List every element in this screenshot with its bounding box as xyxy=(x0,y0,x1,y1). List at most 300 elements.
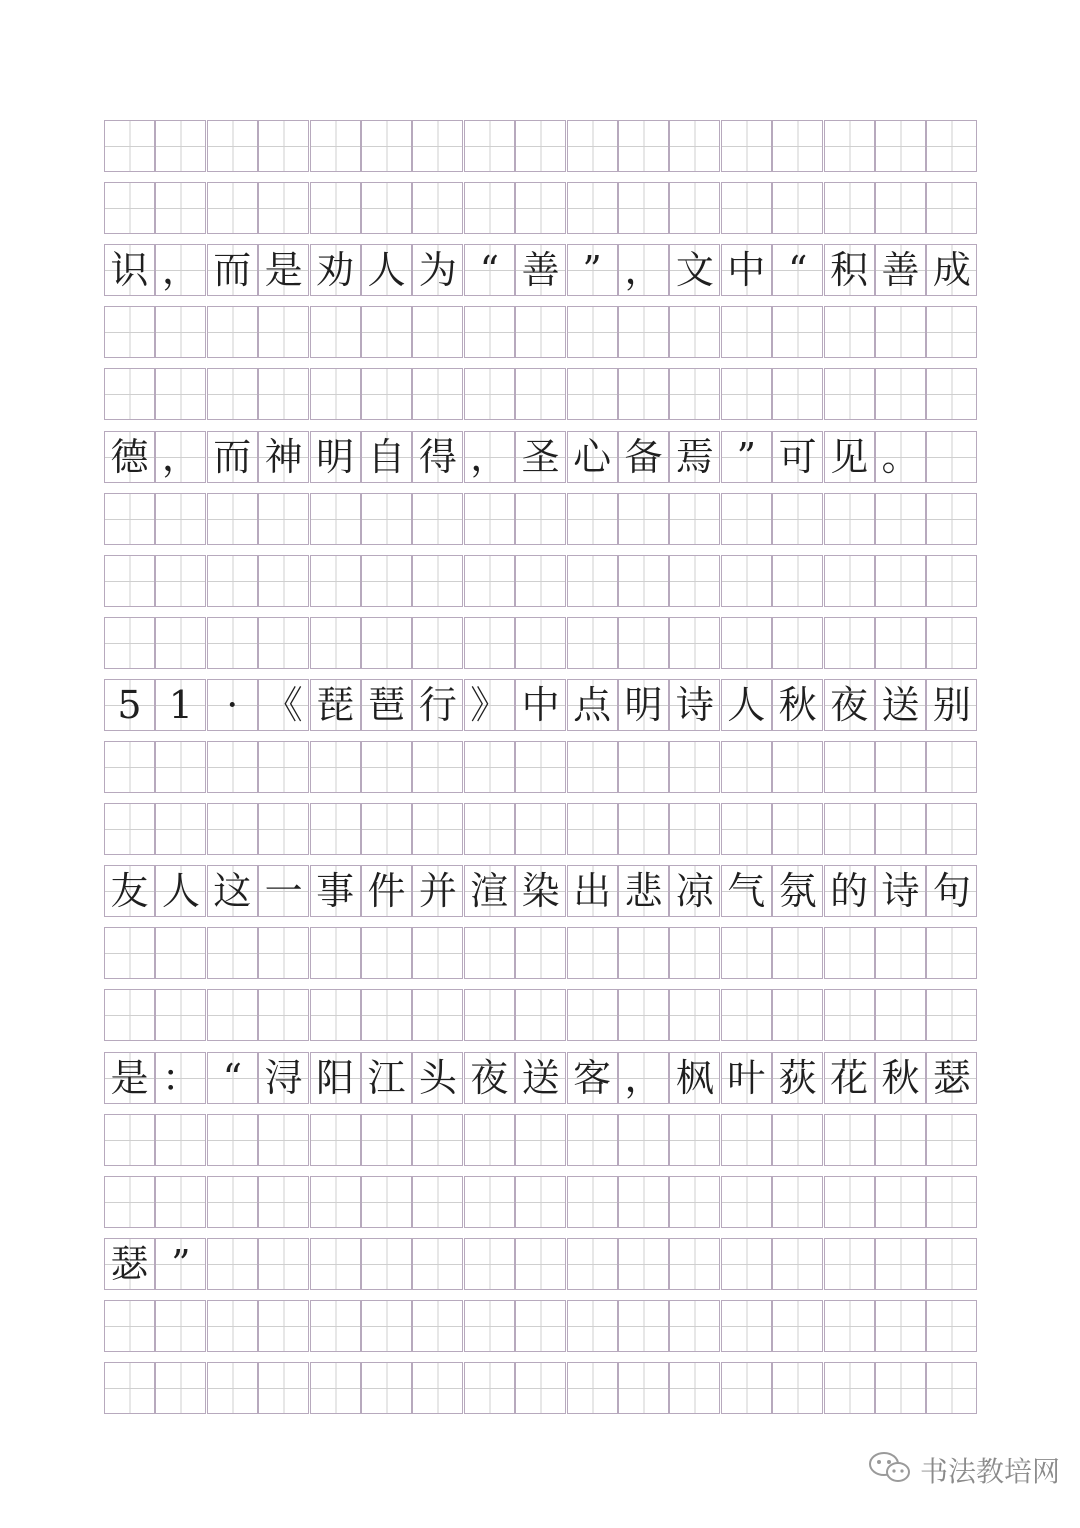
grid-char xyxy=(722,618,771,668)
grid-char xyxy=(156,307,205,357)
grid-cell xyxy=(258,989,309,1041)
grid-char xyxy=(105,1177,154,1227)
grid-char xyxy=(876,494,925,544)
grid-char: 1 xyxy=(168,682,193,727)
grid-cell xyxy=(104,617,155,669)
grid-char xyxy=(876,618,925,668)
grid-cell xyxy=(824,1114,875,1166)
grid-char xyxy=(362,1177,411,1227)
grid-char xyxy=(362,1239,411,1289)
grid-cell xyxy=(824,741,875,793)
grid-char xyxy=(516,121,565,171)
grid-cell xyxy=(567,493,618,545)
grid-cell xyxy=(721,120,772,172)
grid-cell xyxy=(412,244,463,296)
grid-char xyxy=(311,928,360,978)
grid-char xyxy=(619,121,668,171)
grid-cell xyxy=(926,741,977,793)
grid-cell xyxy=(310,617,361,669)
grid-cell xyxy=(361,1362,412,1414)
grid-char: 神 xyxy=(264,434,303,479)
grid-cell xyxy=(875,1114,926,1166)
grid-char: 这 xyxy=(213,869,252,914)
grid-char xyxy=(927,804,976,854)
grid-cell xyxy=(361,679,412,731)
grid-char xyxy=(670,369,719,419)
grid-cell xyxy=(464,803,515,855)
grid-char xyxy=(156,990,205,1040)
grid-char xyxy=(722,1239,771,1289)
grid-char xyxy=(670,1239,719,1289)
grid-char xyxy=(722,1363,771,1413)
grid-cell xyxy=(412,120,463,172)
grid-cell xyxy=(721,1238,772,1290)
grid-char xyxy=(927,1115,976,1165)
grid-cell xyxy=(412,927,463,979)
grid-cell xyxy=(772,1238,823,1290)
grid-char xyxy=(156,804,205,854)
grid-char xyxy=(927,494,976,544)
grid-char xyxy=(876,369,925,419)
grid-cell xyxy=(464,493,515,545)
grid-char xyxy=(927,1301,976,1351)
grid-char xyxy=(516,742,565,792)
grid-cell xyxy=(515,431,566,483)
grid-row xyxy=(104,244,977,296)
grid-cell xyxy=(412,1052,463,1104)
grid-cell xyxy=(567,244,618,296)
grid-char: ” xyxy=(736,434,757,479)
grid-row xyxy=(104,1362,977,1414)
grid-char xyxy=(670,742,719,792)
grid-char: 诗 xyxy=(881,869,920,914)
grid-char xyxy=(927,432,976,482)
grid-cell xyxy=(104,431,155,483)
grid-cell xyxy=(515,182,566,234)
grid-cell xyxy=(515,989,566,1041)
grid-char xyxy=(825,121,874,171)
grid-char xyxy=(722,494,771,544)
grid-char xyxy=(568,1363,617,1413)
grid-char: 圣 xyxy=(521,434,560,479)
grid-char xyxy=(568,1239,617,1289)
grid-cell xyxy=(669,865,720,917)
grid-char: 善 xyxy=(521,248,560,293)
grid-cell xyxy=(104,679,155,731)
grid-char: 点 xyxy=(573,682,612,727)
grid-cell xyxy=(772,1176,823,1228)
grid-char xyxy=(259,369,308,419)
grid-char xyxy=(105,369,154,419)
grid-char xyxy=(619,928,668,978)
grid-cell xyxy=(104,865,155,917)
grid-char: ， xyxy=(161,248,200,293)
grid-cell xyxy=(258,927,309,979)
grid-cell xyxy=(926,120,977,172)
grid-char xyxy=(670,1363,719,1413)
grid-cell xyxy=(207,1114,258,1166)
grid-cell xyxy=(258,431,309,483)
grid-char xyxy=(773,1177,822,1227)
grid-cell xyxy=(258,493,309,545)
grid-char: ， xyxy=(624,1055,663,1100)
grid-char: 事 xyxy=(316,869,355,914)
grid-cell xyxy=(515,679,566,731)
grid-char xyxy=(619,990,668,1040)
grid-cell xyxy=(926,1176,977,1228)
grid-char: 渲 xyxy=(470,869,509,914)
grid-char xyxy=(413,183,462,233)
grid-char xyxy=(362,1363,411,1413)
grid-cell xyxy=(875,120,926,172)
grid-char xyxy=(670,990,719,1040)
grid-cell xyxy=(875,244,926,296)
grid-char xyxy=(619,742,668,792)
grid-cell xyxy=(875,1238,926,1290)
grid-char xyxy=(413,1301,462,1351)
grid-char: 并 xyxy=(418,869,457,914)
grid-char xyxy=(773,742,822,792)
grid-char xyxy=(825,1301,874,1351)
grid-cell xyxy=(824,617,875,669)
grid-cell xyxy=(772,617,823,669)
grid-char xyxy=(568,1115,617,1165)
grid-char xyxy=(619,494,668,544)
grid-char xyxy=(413,928,462,978)
grid-cell xyxy=(567,1300,618,1352)
grid-cell xyxy=(155,679,206,731)
grid-cell xyxy=(464,244,515,296)
grid-cell xyxy=(310,865,361,917)
grid-char xyxy=(516,990,565,1040)
grid-char xyxy=(568,369,617,419)
grid-cell xyxy=(310,1300,361,1352)
grid-char xyxy=(208,928,257,978)
grid-char: 瑟 xyxy=(932,1055,971,1100)
grid-char xyxy=(105,494,154,544)
grid-char xyxy=(311,556,360,606)
grid-cell xyxy=(721,989,772,1041)
grid-cell xyxy=(310,1052,361,1104)
grid-char: 自 xyxy=(367,434,406,479)
grid-char xyxy=(311,618,360,668)
grid-cell xyxy=(104,1114,155,1166)
grid-cell xyxy=(207,679,258,731)
grid-cell xyxy=(875,989,926,1041)
grid-char: 气 xyxy=(727,869,766,914)
grid-char xyxy=(465,804,514,854)
grid-char: ， xyxy=(624,248,663,293)
grid-cell xyxy=(926,617,977,669)
grid-cell xyxy=(567,368,618,420)
grid-cell xyxy=(207,555,258,607)
grid-cell xyxy=(464,1176,515,1228)
grid-char xyxy=(465,556,514,606)
grid-cell xyxy=(926,865,977,917)
grid-char: 5 xyxy=(117,682,142,727)
grid-cell xyxy=(875,1176,926,1228)
grid-cell xyxy=(875,431,926,483)
grid-cell xyxy=(669,182,720,234)
grid-char xyxy=(722,742,771,792)
grid-cell xyxy=(567,741,618,793)
grid-cell xyxy=(875,1052,926,1104)
grid-cell xyxy=(310,182,361,234)
grid-cell xyxy=(207,1238,258,1290)
grid-char xyxy=(465,928,514,978)
grid-char xyxy=(156,556,205,606)
grid-cell xyxy=(515,617,566,669)
grid-cell xyxy=(515,1238,566,1290)
grid-cell xyxy=(875,927,926,979)
grid-cell xyxy=(412,1362,463,1414)
grid-cell xyxy=(515,741,566,793)
grid-cell xyxy=(258,368,309,420)
grid-cell xyxy=(464,555,515,607)
grid-cell xyxy=(361,120,412,172)
grid-char xyxy=(413,1363,462,1413)
grid-cell xyxy=(155,741,206,793)
grid-char xyxy=(876,804,925,854)
grid-char: 焉 xyxy=(675,434,714,479)
grid-char xyxy=(568,1177,617,1227)
grid-cell xyxy=(824,493,875,545)
grid-cell xyxy=(310,431,361,483)
grid-char xyxy=(516,1239,565,1289)
grid-char xyxy=(619,369,668,419)
grid-cell xyxy=(104,1300,155,1352)
grid-char: 是 xyxy=(110,1055,149,1100)
grid-cell xyxy=(464,1362,515,1414)
grid-char xyxy=(825,183,874,233)
grid-char xyxy=(465,1177,514,1227)
grid-char xyxy=(927,1363,976,1413)
grid-char xyxy=(722,369,771,419)
grid-cell xyxy=(258,741,309,793)
grid-cell xyxy=(207,803,258,855)
grid-char: 中 xyxy=(521,682,560,727)
grid-cell xyxy=(875,741,926,793)
grid-cell xyxy=(412,1238,463,1290)
grid-char xyxy=(156,1363,205,1413)
grid-cell xyxy=(772,493,823,545)
grid-char xyxy=(773,121,822,171)
grid-char xyxy=(619,1239,668,1289)
grid-char: 江 xyxy=(367,1055,406,1100)
grid-cell xyxy=(258,555,309,607)
grid-cell xyxy=(567,865,618,917)
grid-cell xyxy=(155,368,206,420)
grid-char: 秋 xyxy=(881,1055,920,1100)
grid-char: 句 xyxy=(932,869,971,914)
grid-cell xyxy=(207,182,258,234)
grid-char xyxy=(619,1301,668,1351)
grid-cell xyxy=(618,1176,669,1228)
grid-cell xyxy=(361,1176,412,1228)
grid-cell xyxy=(721,741,772,793)
grid-char: 可 xyxy=(778,434,817,479)
grid-cell xyxy=(772,555,823,607)
grid-char: 心 xyxy=(573,434,612,479)
grid-cell xyxy=(721,1052,772,1104)
grid-char: 阳 xyxy=(316,1055,355,1100)
grid-char xyxy=(208,494,257,544)
grid-cell xyxy=(926,927,977,979)
grid-char xyxy=(156,742,205,792)
grid-char xyxy=(259,1115,308,1165)
grid-char xyxy=(311,183,360,233)
grid-char xyxy=(670,618,719,668)
grid-row xyxy=(104,741,977,793)
grid-char xyxy=(825,307,874,357)
grid-cell xyxy=(104,244,155,296)
grid-cell xyxy=(104,803,155,855)
grid-char xyxy=(722,1177,771,1227)
grid-char xyxy=(311,1363,360,1413)
grid-cell xyxy=(824,368,875,420)
grid-cell xyxy=(875,679,926,731)
grid-char xyxy=(311,1301,360,1351)
grid-cell xyxy=(567,679,618,731)
grid-char xyxy=(773,1239,822,1289)
grid-char xyxy=(670,1177,719,1227)
grid-char xyxy=(927,369,976,419)
grid-cell xyxy=(618,741,669,793)
grid-char xyxy=(825,618,874,668)
grid-cell xyxy=(875,617,926,669)
grid-cell xyxy=(721,1176,772,1228)
grid-cell xyxy=(104,741,155,793)
grid-char xyxy=(516,183,565,233)
grid-char xyxy=(362,369,411,419)
grid-char xyxy=(773,928,822,978)
grid-row xyxy=(104,1052,977,1104)
grid-cell xyxy=(258,1114,309,1166)
grid-char xyxy=(825,1239,874,1289)
grid-cell xyxy=(567,182,618,234)
grid-char xyxy=(259,928,308,978)
grid-cell xyxy=(155,1114,206,1166)
grid-cell xyxy=(207,244,258,296)
grid-char xyxy=(670,804,719,854)
grid-char xyxy=(311,1115,360,1165)
grid-cell xyxy=(464,617,515,669)
grid-char: 客 xyxy=(573,1055,612,1100)
grid-cell xyxy=(258,1238,309,1290)
grid-char: “ xyxy=(222,1055,243,1100)
grid-char xyxy=(670,494,719,544)
grid-cell xyxy=(824,679,875,731)
grid-char xyxy=(876,1301,925,1351)
grid-cell xyxy=(669,244,720,296)
grid-char xyxy=(568,556,617,606)
grid-char xyxy=(105,618,154,668)
grid-char xyxy=(516,804,565,854)
grid-char xyxy=(105,183,154,233)
grid-char: 别 xyxy=(932,682,971,727)
grid-cell xyxy=(258,803,309,855)
grid-char xyxy=(311,307,360,357)
grid-char xyxy=(825,990,874,1040)
grid-cell xyxy=(310,368,361,420)
grid-cell xyxy=(824,865,875,917)
grid-char xyxy=(259,121,308,171)
grid-cell xyxy=(772,244,823,296)
grid-cell xyxy=(361,1300,412,1352)
grid-cell xyxy=(618,1114,669,1166)
grid-char: “ xyxy=(479,248,500,293)
grid-cell xyxy=(875,493,926,545)
grid-char xyxy=(311,1177,360,1227)
grid-cell xyxy=(310,555,361,607)
grid-cell xyxy=(515,368,566,420)
grid-char: ： xyxy=(161,1055,200,1100)
grid-cell xyxy=(207,865,258,917)
grid-cell xyxy=(104,989,155,1041)
grid-char xyxy=(927,307,976,357)
grid-char: 枫 xyxy=(675,1055,714,1100)
grid-cell xyxy=(155,431,206,483)
grid-char xyxy=(156,494,205,544)
grid-cell xyxy=(207,1362,258,1414)
grid-cell xyxy=(875,368,926,420)
grid-char xyxy=(670,307,719,357)
grid-char xyxy=(773,556,822,606)
grid-cell xyxy=(104,493,155,545)
grid-char xyxy=(773,369,822,419)
grid-cell xyxy=(669,120,720,172)
grid-cell xyxy=(361,865,412,917)
grid-cell xyxy=(618,927,669,979)
grid-char xyxy=(413,307,462,357)
grid-char: 人 xyxy=(367,248,406,293)
grid-cell xyxy=(926,989,977,1041)
grid-char xyxy=(362,742,411,792)
grid-cell xyxy=(721,368,772,420)
grid-char: 文 xyxy=(675,248,714,293)
grid-char xyxy=(465,121,514,171)
grid-char xyxy=(722,1115,771,1165)
grid-char xyxy=(208,556,257,606)
grid-char xyxy=(105,804,154,854)
grid-cell xyxy=(104,1362,155,1414)
grid-char xyxy=(825,494,874,544)
grid-char xyxy=(465,494,514,544)
grid-cell xyxy=(515,493,566,545)
grid-char xyxy=(465,618,514,668)
grid-cell xyxy=(412,1176,463,1228)
grid-cell xyxy=(824,989,875,1041)
grid-cell xyxy=(207,1052,258,1104)
grid-char: 德 xyxy=(110,434,149,479)
grid-char xyxy=(311,1239,360,1289)
grid-cell xyxy=(155,803,206,855)
grid-cell xyxy=(824,120,875,172)
grid-char xyxy=(156,1115,205,1165)
grid-char xyxy=(825,804,874,854)
grid-char: 》 xyxy=(470,682,509,727)
grid-cell xyxy=(721,431,772,483)
grid-char: 人 xyxy=(161,869,200,914)
grid-char xyxy=(927,990,976,1040)
grid-cell xyxy=(412,679,463,731)
grid-char: ” xyxy=(582,248,602,293)
grid-char xyxy=(208,1239,257,1289)
grid-cell xyxy=(412,368,463,420)
grid-cell xyxy=(567,1114,618,1166)
grid-char xyxy=(311,990,360,1040)
grid-char xyxy=(362,121,411,171)
